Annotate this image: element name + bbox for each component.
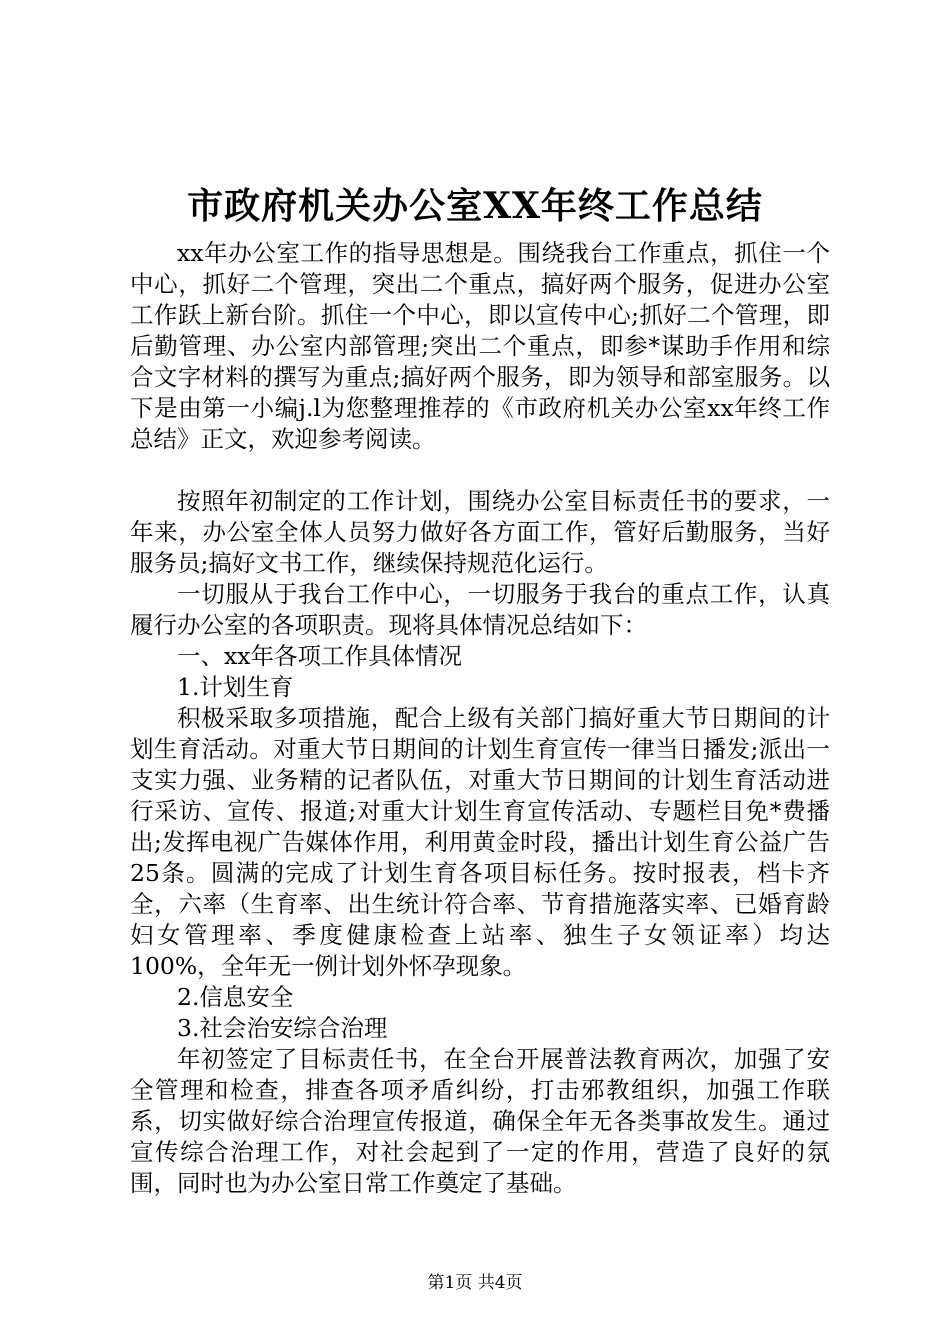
page-footer: 第1页 共4页 bbox=[427, 1273, 523, 1293]
intro-paragraph: xx年办公室工作的指导思想是。围绕我台工作重点，抓住一个中心，抓好二个管理，突出二个重点，搞好两个服务，促进办公室工作跃上新台阶。抓住一个中心，即以宣传中心;抓好二个管理，即后勤管理、办公室内部管理;突出二个重点，即参*谋助手作用和综合文字材料的撰写为重点;搞好两个服务，即为领导和部室服务。以下是由第一小编j.l为您整理推荐的《市政府机关办公室xx年终工作总结》正文，欢迎参考阅读。 bbox=[130, 239, 830, 453]
subheading-family-planning: 1.计划生育 bbox=[177, 673, 294, 701]
summary-paragraph: 按照年初制定的工作计划，围绕办公室目标责任书的要求，一年来，办公室全体人员努力做好各方面工作，管好后勤服务，当好服务员;搞好文书工作，继续保持规范化运行。 bbox=[130, 487, 830, 577]
public-security-paragraph: 年初签定了目标责任书，在全台开展普法教育两次，加强了安全管理和检查，排查各项矛盾纠纷，打击邪教组织，加强工作联系，切实做好综合治理宣传报道，确保全年无各类事故发生。通过宣传综合治理工作，对社会起到了一定的作用，营造了良好的氛围，同时也为办公室日常工作奠定了基础。 bbox=[130, 1045, 830, 1197]
subheading-information-security: 2.信息安全 bbox=[177, 983, 294, 1011]
section-heading: 一、xx年各项工作具体情况 bbox=[177, 642, 463, 670]
document-title: 市政府机关办公室XX年终工作总结 bbox=[187, 185, 763, 227]
subheading-public-security: 3.社会治安综合治理 bbox=[177, 1014, 388, 1042]
duty-paragraph: 一切服从于我台工作中心，一切服务于我台的重点工作，认真履行办公室的各项职责。现将具体情况总结如下： bbox=[130, 580, 830, 639]
paragraph-gap bbox=[130, 455, 830, 486]
document-body bbox=[130, 238, 830, 1199]
family-planning-paragraph: 积极采取多项措施，配合上级有关部门搞好重大节日期间的计划生育活动。对重大节日期间的计划生育宣传一律当日播发;派出一支实力强、业务精的记者队伍，对重大节日期间的计划生育活动进行采访、宣传、报道;对重大计划生育宣传活动、专题栏目免*费播出;发挥电视广告媒体作用，利用黄金时段，播出计划生育公益广告25条。圆满的完成了计划生育各项目标任务。按时报表，档卡齐全，六率（生育率、出生统计符合率、节育措施落实率、已婚育龄妇女管理率、季度健康检查上站率、独生子女领证率）均达100%，全年无一例计划外怀孕现象。 bbox=[130, 704, 830, 980]
